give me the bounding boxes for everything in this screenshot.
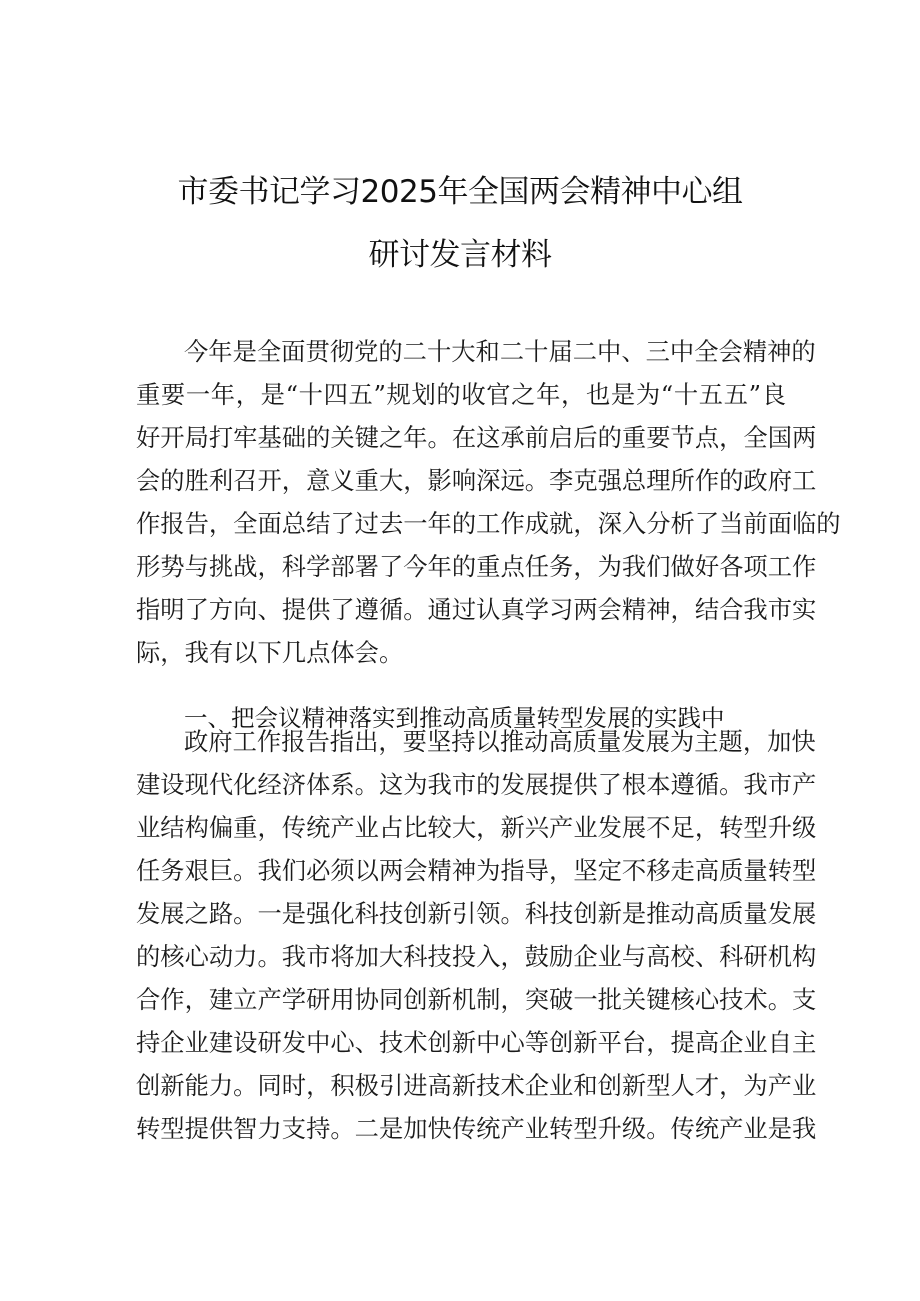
paragraph-line: 转型提供智力支持。二是加快传统产业转型升级。传统产业是我 <box>136 1114 817 1143</box>
section-heading-1: 一、把会议精神落实到推动高质量转型发展的实践中 <box>184 703 725 732</box>
paragraph-line: 指明了方向、提供了遵循。通过认真学习两会精神，结合我市实 <box>136 595 817 624</box>
paragraph-line: 建设现代化经济体系。这为我市的发展提供了根本遵循。我市产 <box>136 770 817 799</box>
paragraph-line: 的核心动力。我市将加大科技投入，鼓励企业与高校、科研机构 <box>136 942 817 971</box>
paragraph-line: 创新能力。同时，积极引进高新技术企业和创新型人才，为产业 <box>136 1071 817 1100</box>
paragraph-line: 政府工作报告指出，要坚持以推动高质量发展为主题，加快 <box>184 727 816 756</box>
paragraph-line: 好开局打牢基础的关键之年。在这承前启后的重要节点，全国两 <box>136 423 817 452</box>
paragraph-line: 业结构偏重，传统产业占比较大，新兴产业发展不足，转型升级 <box>136 813 817 842</box>
paragraph-line: 任务艰巨。我们必须以两会精神为指导，坚定不移走高质量转型 <box>136 856 817 885</box>
paragraph-line: 今年是全面贯彻党的二十大和二十届二中、三中全会精神的 <box>184 337 816 366</box>
paragraph-line: 作报告，全面总结了过去一年的工作成就，深入分析了当前面临的 <box>136 509 841 538</box>
paragraph-line: 形势与挑战，科学部署了今年的重点任务，为我们做好各项工作 <box>136 552 817 581</box>
document-title-line-1: 市委书记学习2025年全国两会精神中心组 <box>177 174 743 210</box>
paragraph-line: 会的胜利召开，意义重大，影响深远。李克强总理所作的政府工 <box>136 466 817 495</box>
paragraph-line: 重要一年，是“十四五”规划的收官之年，也是为“十五五”良 <box>136 380 786 409</box>
paragraph-line: 际，我有以下几点体会。 <box>136 638 404 667</box>
paragraph-line: 持企业建设研发中心、技术创新中心等创新平台，提高企业自主 <box>136 1028 817 1057</box>
paragraph-line: 发展之路。一是强化科技创新引领。科技创新是推动高质量发展 <box>136 899 817 928</box>
document-title-line-2: 研讨发言材料 <box>368 237 552 273</box>
paragraph-line: 合作，建立产学研用协同创新机制，突破一批关键核心技术。支 <box>136 985 817 1014</box>
